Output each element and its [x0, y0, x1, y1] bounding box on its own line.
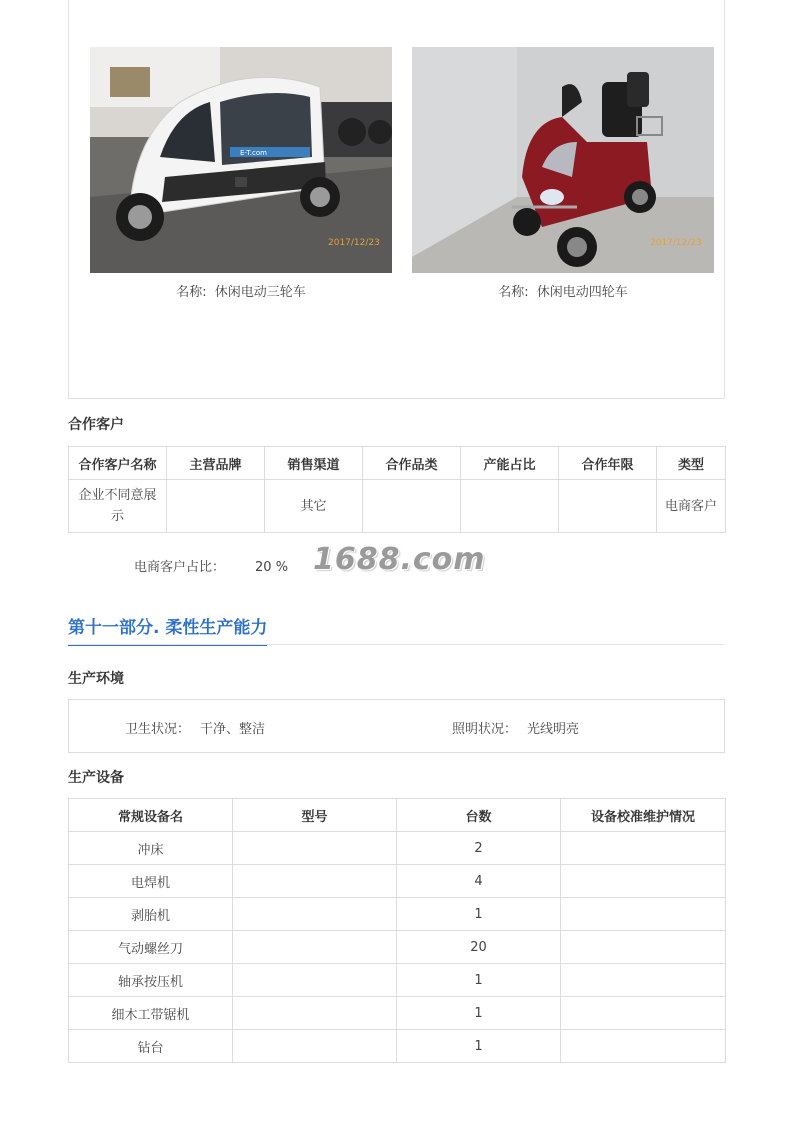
- table-cell: 1: [397, 964, 561, 997]
- customers-heading: 合作客户: [68, 417, 124, 433]
- product-name-label: 名称:: [498, 285, 529, 300]
- table-cell: [233, 832, 397, 865]
- table-cell: [233, 898, 397, 931]
- table-cell: [167, 480, 265, 533]
- table-cell: 企业不同意展示: [69, 480, 167, 533]
- col-header: 合作年限: [559, 447, 657, 480]
- environment-panel: [68, 699, 725, 753]
- hygiene-value: 干净、整洁: [200, 722, 266, 737]
- equipment-heading: 生产设备: [68, 770, 124, 786]
- table-cell: [559, 480, 657, 533]
- table-cell: [233, 997, 397, 1030]
- col-header: 产能占比: [461, 447, 559, 480]
- col-header: 合作客户名称: [69, 447, 167, 480]
- table-cell: 1: [397, 1030, 561, 1063]
- table-cell: [363, 480, 461, 533]
- table-cell: [233, 865, 397, 898]
- col-header: 台数: [397, 799, 561, 832]
- hygiene-label: 卫生状况：: [125, 722, 191, 737]
- table-cell: 其它: [265, 480, 363, 533]
- lighting-label: 照明状况：: [452, 722, 518, 737]
- table-cell: 电商客户: [657, 480, 726, 533]
- product-photo-quadricycle[interactable]: [412, 47, 714, 273]
- table-cell: [233, 1030, 397, 1063]
- table-cell: [561, 898, 726, 931]
- table-cell: 剥胎机: [69, 898, 233, 931]
- table-cell: 轴承按压机: [69, 964, 233, 997]
- table-row: [69, 480, 726, 533]
- table-cell: [561, 1030, 726, 1063]
- lighting-status: [452, 718, 579, 737]
- table-cell: 电焊机: [69, 865, 233, 898]
- table-cell: 钻台: [69, 1030, 233, 1063]
- col-header: 常规设备名: [69, 799, 233, 832]
- product-name: 休闲电动三轮车: [214, 285, 306, 300]
- table-cell: 20: [397, 931, 561, 964]
- divider: [68, 644, 725, 645]
- table-cell: [233, 964, 397, 997]
- hygiene-status: [125, 718, 265, 737]
- lighting-value: 光线明亮: [527, 722, 580, 737]
- col-header: 合作品类: [363, 447, 461, 480]
- equipment-table: [68, 798, 726, 1063]
- product-photos-panel: [68, 0, 725, 399]
- environment-heading: 生产环境: [68, 671, 124, 687]
- table-cell: 1: [397, 898, 561, 931]
- product-name: 休闲电动四轮车: [536, 285, 628, 300]
- table-row: [69, 931, 726, 964]
- col-header: 类型: [657, 447, 726, 480]
- table-row: [69, 964, 726, 997]
- table-cell: 气动螺丝刀: [69, 931, 233, 964]
- product-name-label: 名称:: [176, 285, 207, 300]
- table-cell: [561, 832, 726, 865]
- table-cell: [561, 997, 726, 1030]
- table-cell: [233, 931, 397, 964]
- table-cell: 4: [397, 865, 561, 898]
- table-cell: [561, 931, 726, 964]
- col-header: 设备校准维护情况: [561, 799, 726, 832]
- customers-table: [68, 446, 726, 533]
- table-cell: 2: [397, 832, 561, 865]
- table-header-row: [69, 447, 726, 480]
- product-photo-tricycle[interactable]: [90, 47, 392, 273]
- table-row: [69, 865, 726, 898]
- table-row: [69, 1030, 726, 1063]
- table-cell: [561, 865, 726, 898]
- table-header-row: [69, 799, 726, 832]
- ecommerce-ratio: [134, 556, 288, 575]
- table-row: [69, 898, 726, 931]
- product-caption: [90, 281, 392, 300]
- photo-date-stamp: 2017/12/23: [650, 238, 702, 248]
- table-cell: [561, 964, 726, 997]
- table-row: [69, 832, 726, 865]
- table-row: [69, 997, 726, 1030]
- photo-date-stamp: 2017/12/23: [328, 238, 380, 248]
- table-cell: 冲床: [69, 832, 233, 865]
- col-header: 销售渠道: [265, 447, 363, 480]
- part-title: 第十一部分. 柔性生产能力: [68, 613, 267, 646]
- ecommerce-ratio-label: 电商客户占比：: [134, 560, 226, 575]
- table-cell: 1: [397, 997, 561, 1030]
- table-cell: 细木工带锯机: [69, 997, 233, 1030]
- ecommerce-ratio-value: 20 %: [255, 560, 289, 575]
- table-cell: [461, 480, 559, 533]
- col-header: 主营品牌: [167, 447, 265, 480]
- product-caption: [412, 281, 714, 300]
- watermark-logo: 1688.com: [313, 542, 486, 577]
- photo-text: E-T.com: [240, 149, 267, 157]
- col-header: 型号: [233, 799, 397, 832]
